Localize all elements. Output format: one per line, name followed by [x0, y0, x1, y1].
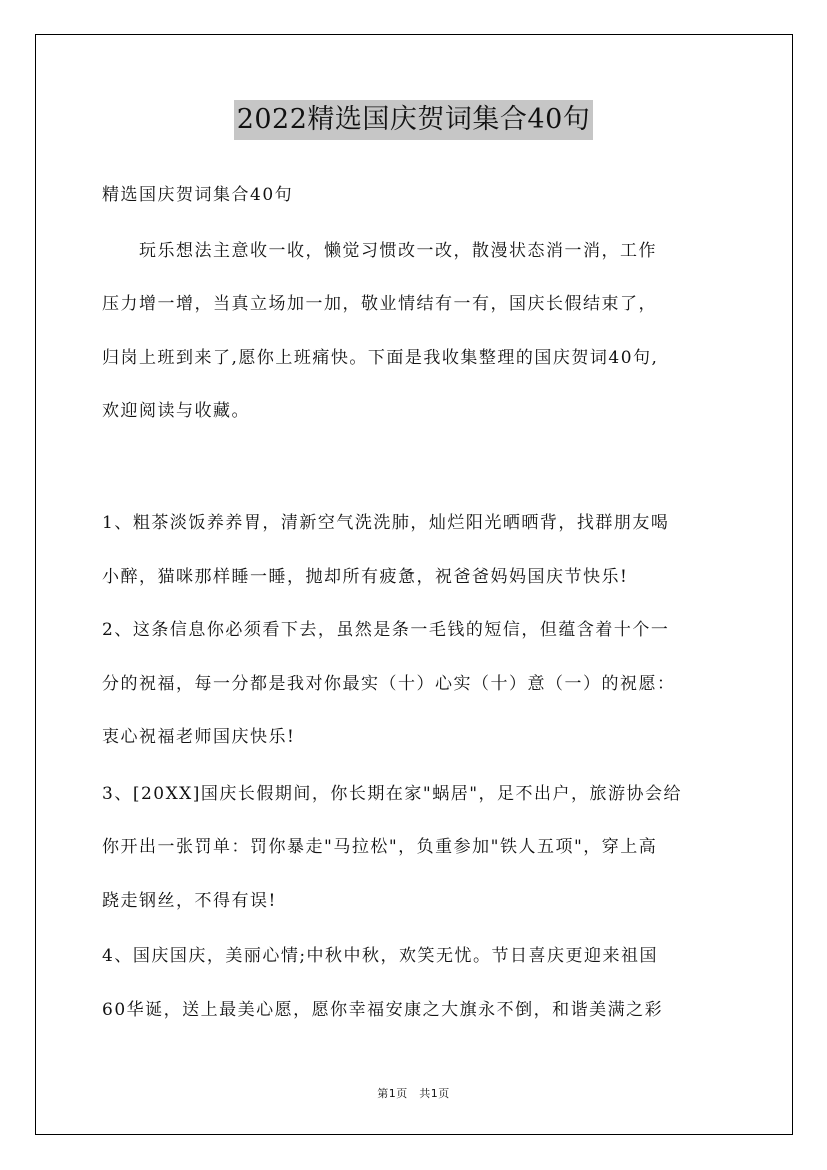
item-line: 衷心祝福老师国庆快乐!	[102, 727, 296, 747]
item-line: 跷走钢丝，不得有误!	[102, 891, 277, 911]
item-line: 3、[20XX]国庆长假期间，你长期在家"蜗居"，足不出户，旅游协会给	[102, 784, 683, 804]
item-line: 4、国庆国庆，美丽心情;中秋中秋，欢笑无忧。节日喜庆更迎来祖国	[102, 946, 659, 966]
intro-line: 欢迎阅读与收藏。	[102, 401, 250, 421]
document-subtitle: 精选国庆贺词集合40句	[102, 185, 294, 205]
item-line: 60华诞，送上最美心愿，愿你幸福安康之大旗永不倒，和谐美满之彩	[102, 1000, 664, 1020]
item-line: 小醉，猫咪那样睡一睡，抛却所有疲惫，祝爸爸妈妈国庆节快乐!	[102, 567, 629, 587]
item-line: 1、粗茶淡饭养养胃，清新空气洗洗肺，灿烂阳光晒晒背，找群朋友喝	[102, 513, 670, 533]
document-title: 2022精选国庆贺词集合40句	[234, 100, 594, 140]
intro-line: 玩乐想法主意收一收，懒觉习惯改一改，散漫状态消一消，工作	[102, 241, 657, 261]
intro-line: 压力增一增，当真立场加一加，敬业情结有一有，国庆长假结束了，	[102, 294, 657, 314]
item-line: 2、这条信息你必须看下去，虽然是条一毛钱的短信，但蕴含着十个一	[102, 620, 670, 640]
intro-line: 归岗上班到来了,愿你上班痛快。下面是我收集整理的国庆贺词40句,	[102, 348, 659, 368]
title-container	[0, 100, 827, 140]
item-line: 你开出一张罚单：罚你暴走"马拉松"，负重参加"铁人五项"，穿上高	[102, 837, 658, 857]
item-line: 分的祝福，每一分都是我对你最实（十）心实（十）意（一）的祝愿：	[102, 674, 676, 694]
page-footer: 第1页 共1页	[377, 1087, 450, 1100]
